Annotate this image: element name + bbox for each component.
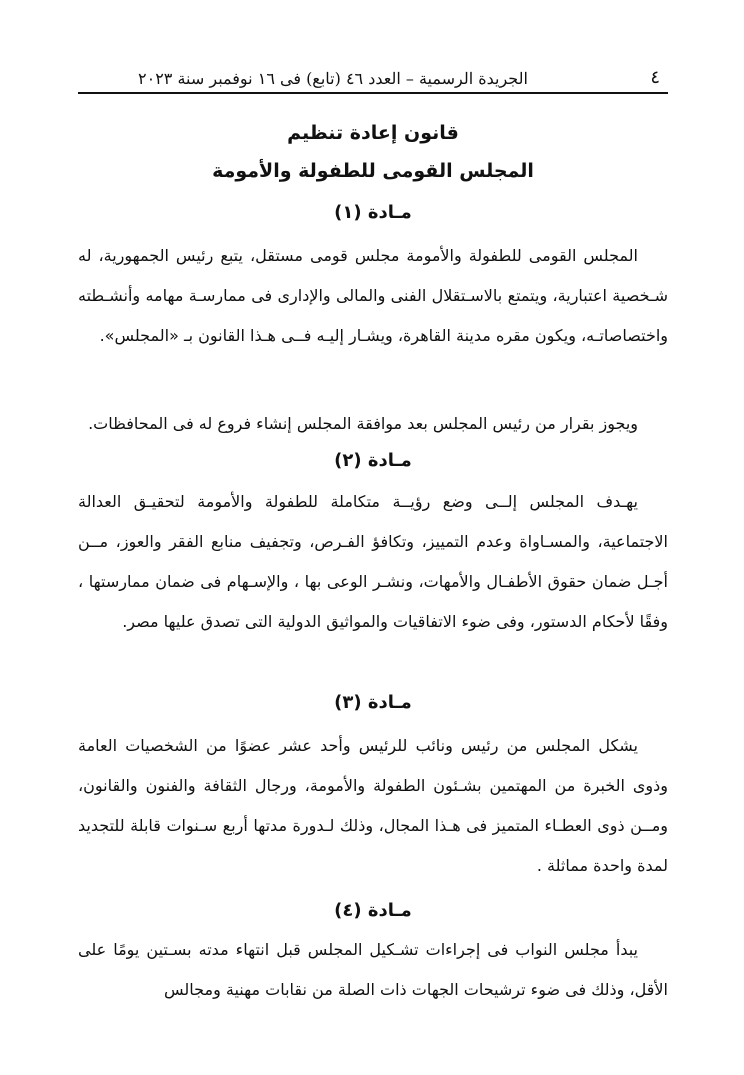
law-title-line-2: المجلس القومى للطفولة والأمومة	[212, 160, 534, 182]
article-1-heading: مـادة (١)	[334, 202, 412, 223]
gazette-issue-line: الجريدة الرسمية – العدد ٤٦ (تابع) فى ١٦ نوفمبر سنة ٢٠٢٣	[138, 69, 528, 88]
article-3-paragraph-1: يشكل المجلس من رئيس ونائب للرئيس وأحد عشر عضوًا من الشخصيات العامة وذوى الخبرة من المهتمين بشـئون الطفولة والأمومة، ورجال الثقافة والفنون والقانون، ومــن ذوى العطـاء المتميز فى هـذا المجال، وذلك لـدورة مدتها أربع سـنوات قابلة للتجديد لمدة واحدة مماثلة .	[78, 736, 668, 875]
running-header	[78, 58, 668, 94]
page-number: ٤	[650, 67, 660, 88]
article-2-paragraph-1: يهـدف المجلس إلــى وضع رؤيــة متكاملة للطفولة والأمومة لتحقيـق العدالة الاجتماعية، والمسـاواة وعدم التمييز، وتكافؤ الفـرص، وتجفيف منابع الفقر والعوز، مــن أجـل ضمان حقوق الأطفـال والأمهات، ونشـر الوعى بها ، والإسـهام فى ضمان ممارستها ، وفقًا لأحكام الدستور، وفى ضوء الاتفاقيات والمواثيق الدولية التى تصدق عليها مصر.	[78, 492, 668, 631]
article-4-heading: مـادة (٤)	[334, 900, 412, 921]
article-1-paragraph-1: المجلس القومى للطفولة والأمومة مجلس قومى مستقل، يتبع رئيس الجمهورية، له شـخصية اعتبارية، ويتمتع بالاسـتقلال الفنى والمالى والإدارى فى ممارسـة مهامه وأنشـطته واختصاصاتـه، ويكون مقره مدينة القاهرة، ويشـار إليـه فــى هـذا القانون بـ «المجلس».	[78, 246, 668, 345]
document-page	[78, 0, 668, 1075]
article-2-heading: مـادة (٢)	[334, 450, 412, 471]
article-4-paragraph-1: يبدأ مجلس النواب فى إجراءات تشـكيل المجلس قبل انتهاء مدته بسـتين يومًا على الأقل، وذلك فى ضوء ترشيحات الجهات ذات الصلة من نقابات مهنية ومجالس	[78, 940, 668, 999]
law-title-line-1: قانون إعادة تنظيم	[287, 122, 459, 144]
article-3-heading: مـادة (٣)	[334, 692, 412, 713]
article-1-paragraph-2: ويجوز بقرار من رئيس المجلس بعد موافقة المجلس إنشاء فروع له فى المحافظات.	[88, 414, 638, 433]
